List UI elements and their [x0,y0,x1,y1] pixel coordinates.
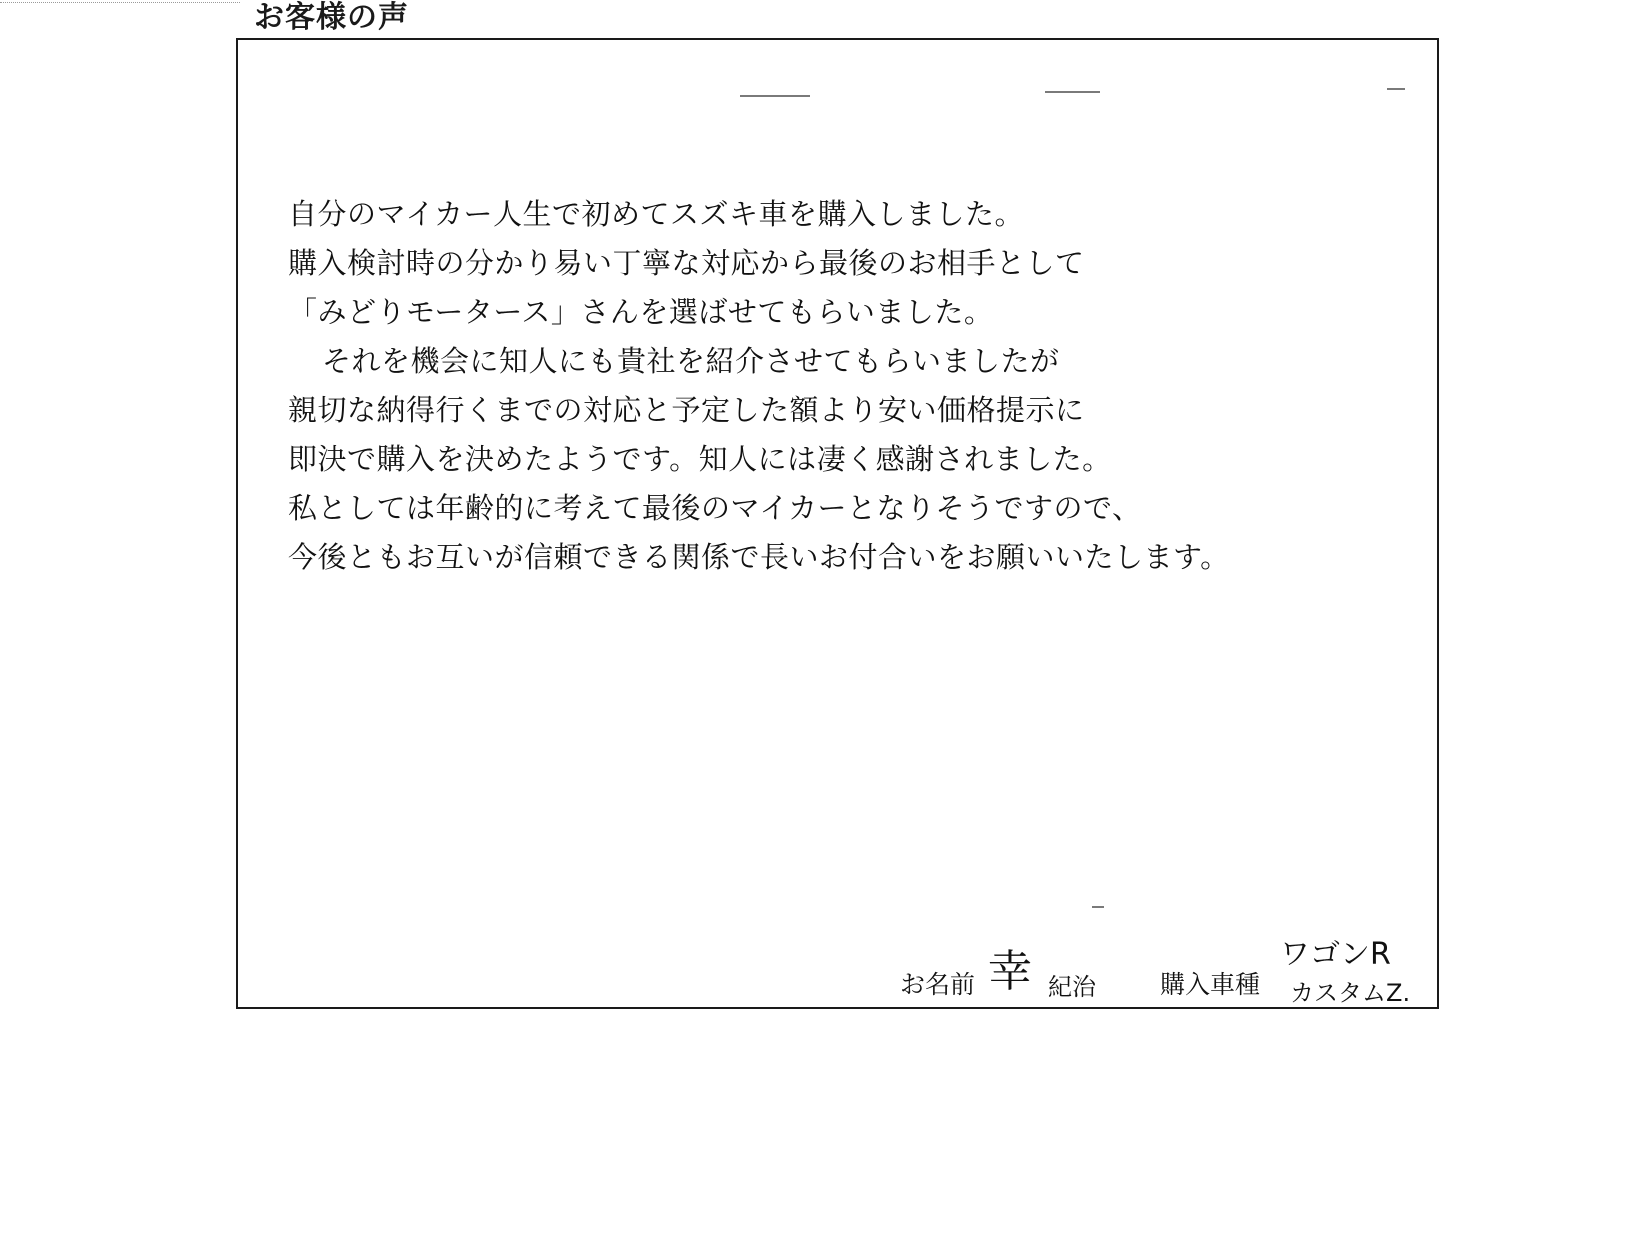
testimonial-line: 即決で購入を決めたようです。知人には凄く感謝されました。 [288,442,1112,476]
testimonial-line: 「みどりモータース」さんを選ばせてもらいました。 [288,295,994,329]
name-value: 紀治 [1048,973,1096,1001]
scan-speck [1387,88,1405,90]
page-title: お客様の声 [254,0,409,35]
vehicle-label: 購入車種 [1160,970,1261,999]
testimonial-line: 今後ともお互いが信頼できる関係で長いお付合いをお願いいたします。 [288,540,1230,574]
testimonial-line: 自分のマイカー人生で初めてスズキ車を購入しました。 [288,197,1025,231]
testimonial-body [288,190,1408,582]
testimonial-line: それを機会に知人にも貴社を紹介させてもらいましたが [322,344,1060,378]
scan-speck [740,95,810,97]
name-value: 幸 [988,946,1032,997]
scan-speck [1045,91,1100,93]
scan-speck [1092,906,1104,908]
vehicle-value: カスタムZ. [1290,979,1411,1007]
vehicle-value: ワゴンR [1280,937,1391,972]
testimonial-line: 親切な納得行くまでの対応と予定した額より安い価格提示に [288,393,1085,427]
name-label: お名前 [900,970,976,999]
testimonial-line: 購入検討時の分かり易い丁寧な対応から最後のお相手として [288,246,1085,280]
testimonial-line: 私としては年齢的に考えて最後のマイカーとなりそうですので、 [288,491,1142,525]
scan-artifact [0,2,240,6]
